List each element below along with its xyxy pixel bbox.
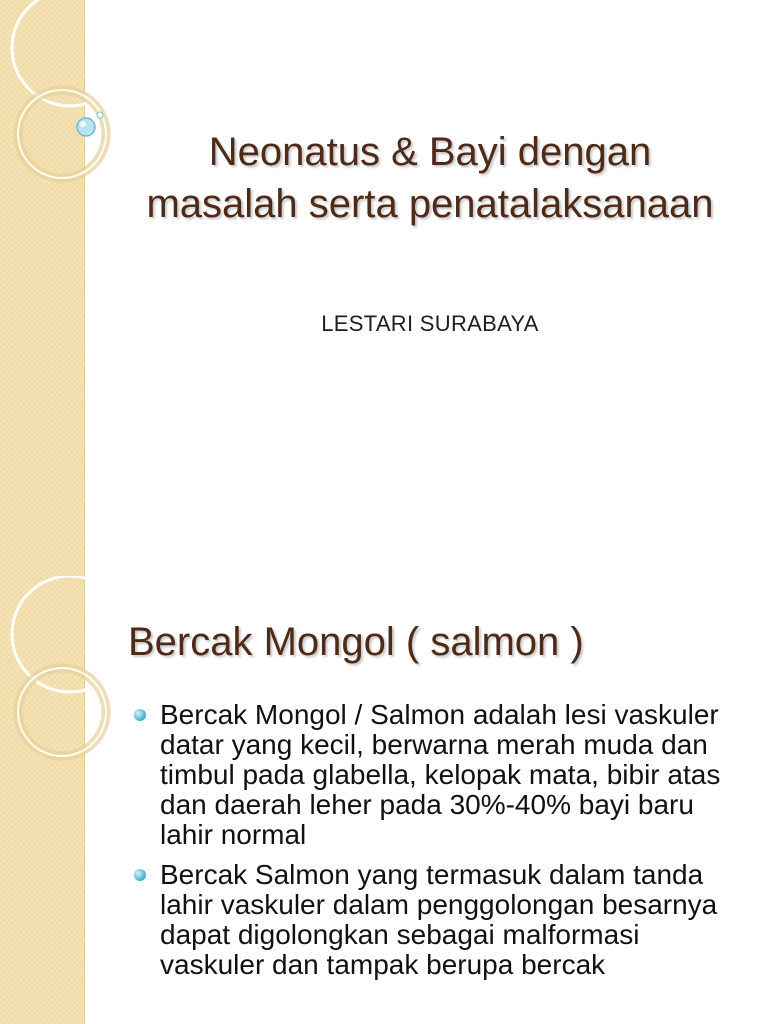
bullet-list [132, 700, 732, 990]
round-bullet-icon [134, 869, 146, 881]
bullet-text: Bercak Mongol / Salmon adalah lesi vaskuler datar yang kecil, berwarna merah muda dan timbul pada glabella, kelopak mata, bibir atas dan daerah leher pada 30%-40% bayi baru lahir normal [160, 699, 721, 850]
round-bullet-icon [134, 709, 146, 721]
list-item [132, 860, 732, 980]
slide-title: Neonatus & Bayi dengan masalah serta penatalaksanaan [146, 130, 714, 226]
decorative-rings-icon [0, 0, 140, 200]
slide-subtitle: LESTARI SURABAYA [321, 311, 539, 336]
list-item [132, 700, 732, 850]
slide-heading: Bercak Mongol ( salmon ) [128, 620, 584, 664]
decorative-rings-icon [0, 576, 140, 776]
bullet-text: Bercak Salmon yang termasuk dalam tanda lahir vaskuler dalam penggolongan besarnya dapat digolongkan sebagai malformasi vaskuler dan tampak berupa bercak [160, 859, 718, 980]
